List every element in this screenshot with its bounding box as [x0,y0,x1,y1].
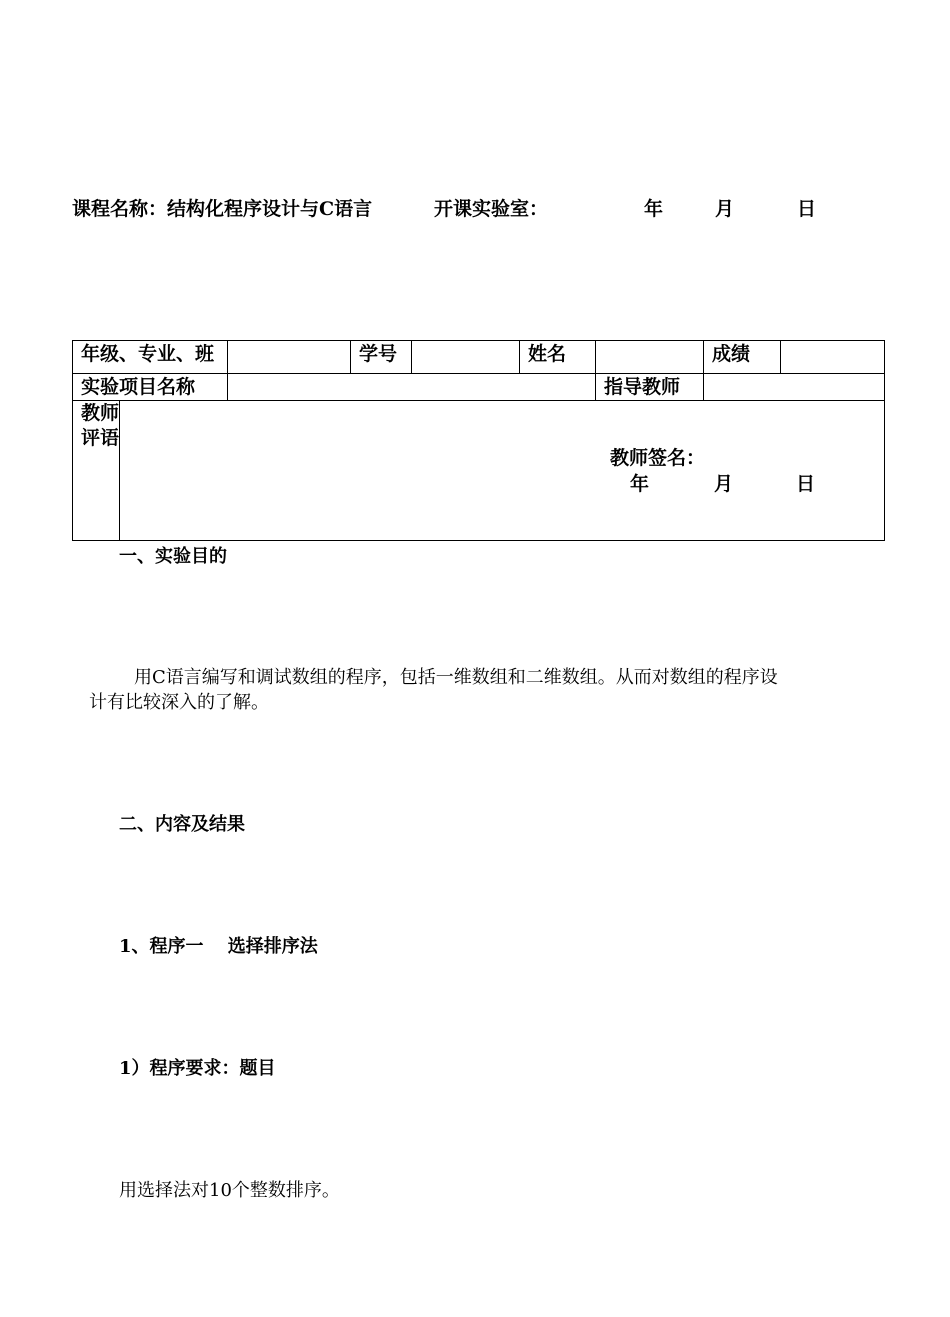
grade-major-class-value[interactable] [228,341,351,374]
course-name: 课程名称：结构化程序设计与C语言 [72,198,373,220]
section-1-title: 一、实验目的 [119,546,227,567]
signature-year: 年 [630,473,650,495]
advisor-label: 指导教师 [596,374,704,401]
project-name-label: 实验项目名称 [73,374,228,401]
teacher-signature-label: 教师签名： [610,447,706,469]
program-1-description: 用选择法对10个整数排序。 [119,1180,340,1201]
project-name-value[interactable] [228,374,596,401]
signature-date [630,471,815,497]
section-1-body-line1: 用C语言编写和调试数组的程序，包括一维数组和二维数组。从而对数组的程序设 [134,667,778,688]
teacher-comment-area[interactable] [120,401,885,541]
grade-major-class-label: 年级、专业、班 [73,341,228,374]
program-1-title: 1、程序一 选择排序法 [119,936,318,957]
name-value[interactable] [596,341,704,374]
score-label: 成绩 [704,341,781,374]
lab-room-label: 开课实验室： [434,198,549,220]
header-month: 月 [715,198,735,220]
student-id-label: 学号 [351,341,412,374]
section-2-title: 二、内容及结果 [119,814,245,835]
header-day: 日 [797,198,817,220]
teacher-comment-label: 教师评语 [73,401,120,541]
signature-month: 月 [714,473,734,495]
signature-day: 日 [796,473,816,495]
program-1-requirement: 1）程序要求：题目 [119,1058,276,1079]
info-table [72,340,885,541]
score-value[interactable] [781,341,885,374]
header-year: 年 [644,198,664,220]
student-id-value[interactable] [412,341,520,374]
name-label: 姓名 [520,341,596,374]
advisor-value[interactable] [704,374,885,401]
section-1-body-line2: 计有比较深入的了解。 [89,692,269,713]
